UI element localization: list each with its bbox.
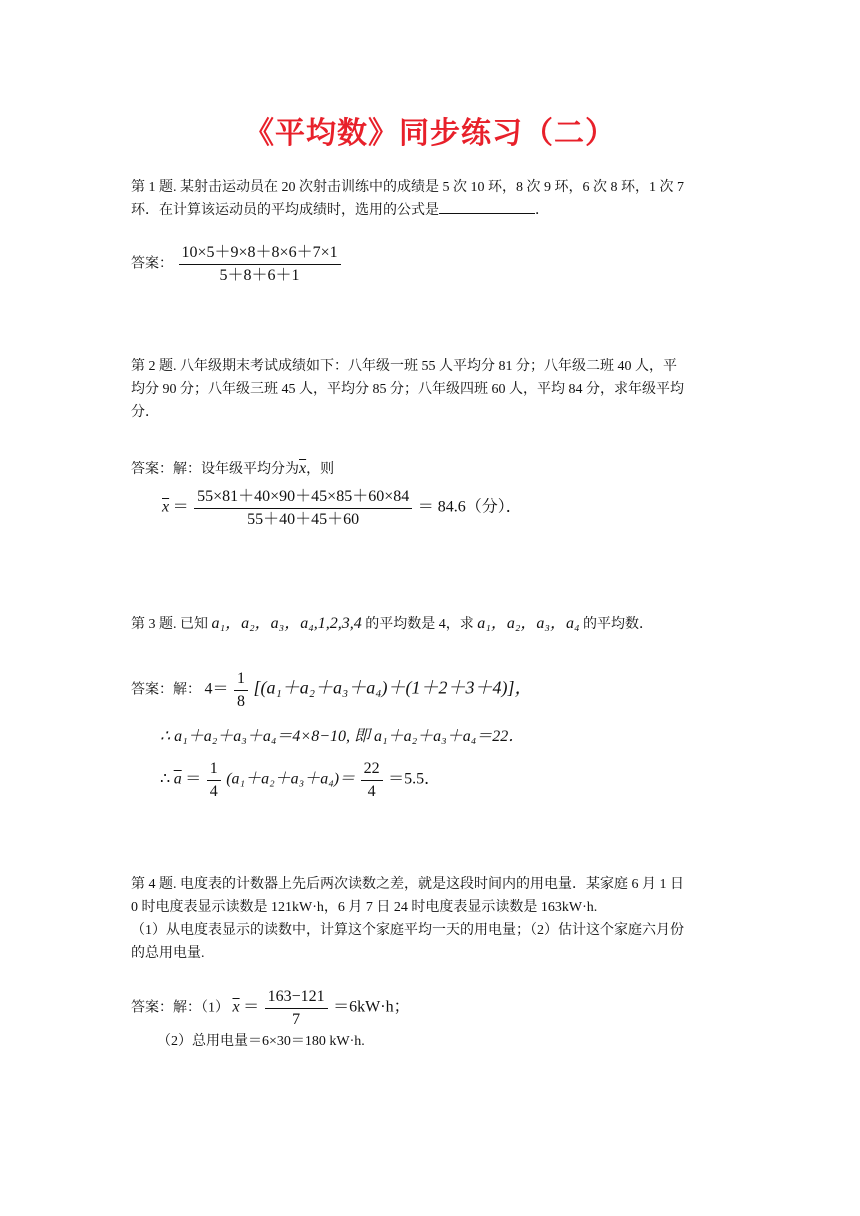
answer-2-text: 答案：解：设年级平均分为 bbox=[131, 462, 299, 477]
question-4-line-3: （1）从电度表显示的读数中，计算这个家庭平均一天的用电量；（2）估计这个家庭六月份 bbox=[131, 923, 684, 938]
fraction-denominator: 8 bbox=[237, 693, 246, 710]
equation-sum: (a₁＋a₂＋a₃＋a₄)＝ bbox=[226, 770, 356, 788]
answer-3-line-3 bbox=[160, 758, 440, 803]
question-2-line-2: 均分 90 分；八年级三班 45 人，平均分 85 分；八年级四班 60 人，平均 84 分，求年级平均 bbox=[131, 382, 684, 397]
fraction-one-quarter bbox=[207, 758, 221, 803]
answer-label: 答案： bbox=[131, 256, 173, 272]
answer-3-line-1 bbox=[131, 668, 533, 713]
fraction-numerator: 163−121 bbox=[265, 986, 328, 1009]
question-4-line-4: 的总用电量. bbox=[131, 946, 205, 961]
question-3-vars-2: a₁，a₂，a₃，a₄ bbox=[477, 615, 580, 632]
fraction-denominator: 7 bbox=[292, 1011, 301, 1028]
answer-4-line-1 bbox=[131, 986, 410, 1031]
question-3-text-c: 的平均数． bbox=[583, 617, 654, 632]
answer-3-line-2: ∴ a₁＋a₂＋a₃＋a₄＝4×8−10, 即 a₁＋a₂＋a₃＋a₄＝22． bbox=[160, 728, 525, 745]
therefore-symbol: ∴ bbox=[160, 770, 171, 788]
fraction-numerator: 55×81＋40×90＋45×85＋60×84 bbox=[194, 486, 412, 509]
answer-1 bbox=[131, 242, 343, 287]
fraction-22-over-4 bbox=[361, 758, 383, 803]
fraction-denominator: 5＋8＋6＋1 bbox=[219, 267, 300, 284]
fraction-numerator: 22 bbox=[361, 758, 383, 781]
question-3-vars: a₁，a₂，a₃，a₄,1,2,3,4 bbox=[211, 615, 362, 632]
answer-label: 答案：解： bbox=[131, 682, 201, 698]
question-1-period: ． bbox=[535, 203, 549, 218]
answer-4-result: ＝6kW·h； bbox=[333, 998, 410, 1016]
x-bar: $\overline{x}$ bbox=[232, 998, 240, 1016]
answer-2-result: ＝ 84.6（分）． bbox=[417, 498, 522, 516]
equals-sign: ＝ bbox=[243, 998, 260, 1016]
fraction-numerator: 10×5＋9×8＋8×6＋7×1 bbox=[179, 242, 341, 265]
x-bar: $\overline{x}$ bbox=[299, 460, 307, 477]
fraction-numerator: 1 bbox=[234, 668, 248, 691]
answer-4-text: 答案：解：（1） bbox=[131, 1000, 229, 1016]
question-3-line bbox=[131, 612, 653, 636]
fraction-numerator: 1 bbox=[207, 758, 221, 781]
fraction-denominator: 4 bbox=[367, 783, 376, 800]
equation-rhs: [(a₁＋a₂＋a₃＋a₄)＋(1＋2＋3＋4)]， bbox=[253, 677, 533, 698]
answer-4-line-2: （2）总用电量＝6×30＝180 kW·h. bbox=[157, 1034, 365, 1049]
equals-sign: ＝ bbox=[185, 770, 202, 788]
question-2-line-3: 分． bbox=[131, 405, 159, 420]
answer-2-equation: $\overline{x}$ ＝ $\frac{55\times 81+40\times 90+45\times 85+60\times 84}{55+40+45+60}$ ＝ 84.6（分）． bbox=[162, 486, 522, 531]
question-3-text-b: 的平均数是 4，求 bbox=[365, 617, 474, 632]
x-bar: $\overline{x}$ bbox=[162, 498, 170, 516]
question-2-line-1: 第 2 题. 八年级期末考试成绩如下：八年级一班 55 人平均分 81 分；八年级二班 40 人，平 bbox=[131, 359, 677, 374]
answer-2-fraction bbox=[194, 486, 412, 531]
question-1-line-1: 第 1 题. 某射击运动员在 20 次射击训练中的成绩是 5 次 10 环，8 次 9 环，6 次 8 环，1 次 7 bbox=[131, 180, 684, 195]
answer-blank bbox=[439, 199, 535, 214]
question-3-text-a: 第 3 题. 已知 bbox=[131, 617, 208, 632]
question-1-line-2 bbox=[131, 199, 549, 222]
equation-result: ＝5.5． bbox=[388, 770, 441, 788]
fraction-denominator: 4 bbox=[209, 783, 218, 800]
answer-2-intro bbox=[131, 457, 334, 481]
fraction-denominator: 55＋40＋45＋60 bbox=[247, 511, 360, 528]
answer-2-text-tail: ，则 bbox=[306, 462, 335, 477]
a-bar: $\overline{a}$ bbox=[173, 770, 182, 788]
page-title: 《平均数》同步练习（二） bbox=[244, 116, 616, 151]
question-4-line-2: 0 时电度表显示读数是 121kW·h，6 月 7 日 24 时电度表显示读数是 163kW·h. bbox=[131, 900, 598, 915]
question-4-line-1: 第 4 题. 电度表的计数器上先后两次读数之差，就是这段时间内的用电量．某家庭 6 月 1 日 bbox=[131, 877, 684, 892]
equation-lhs: 4＝ bbox=[204, 680, 229, 698]
question-1-text: 环．在计算该运动员的平均成绩时，选用的公式是 bbox=[131, 203, 439, 218]
answer-1-fraction bbox=[179, 242, 341, 287]
answer-4-fraction bbox=[265, 986, 328, 1031]
fraction-one-eighth bbox=[234, 668, 248, 713]
